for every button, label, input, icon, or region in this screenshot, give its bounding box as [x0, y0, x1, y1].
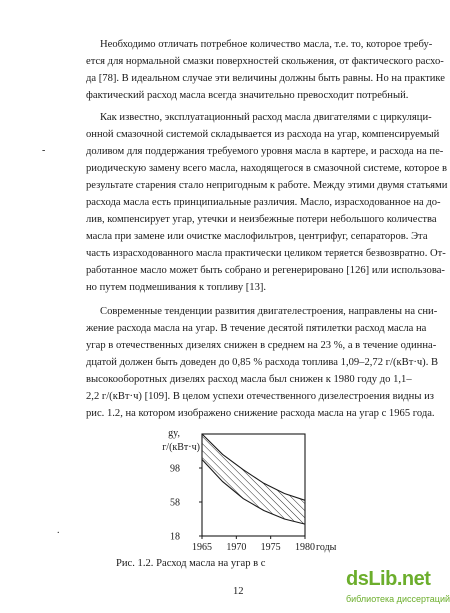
text-line: онной смазочной системой складывается из расхода на угар, компенсируемый: [86, 129, 440, 140]
text-line: рис. 1.2, на котором изображено снижение расхода масла на угар с 1965 года.: [86, 408, 435, 419]
watermark-subtitle: библиотека диссертаций: [346, 594, 450, 604]
text-line: ется для нормальной смазки поверхностей скольжения, от фактического расхо-: [86, 56, 444, 67]
text-line: расхода масла есть принципиальные различия. Масло, израсходованное на до-: [86, 197, 441, 208]
margin-mark: .: [57, 525, 60, 536]
figure-caption: Рис. 1.2. Расход масла на угар в с: [116, 558, 266, 569]
text-line: часть израсходованного масла практически целиком теряется безвозвратно. От-: [86, 248, 446, 259]
text-line: дцатой должен быть доведен до 0,85 % расхода топлива 1,09–2,72 г/(кВт·ч). В: [86, 357, 439, 368]
page-number: 12: [233, 586, 244, 597]
text-line: 2,2 г/(кВт·ч) [109]. В целом успехи отечественного дизелестроения видны из: [86, 391, 434, 402]
y-tick-label: 18: [170, 531, 180, 543]
text-line: риодическую замену всего масла, находящегося в смазочной системе, которое в: [86, 163, 448, 174]
x-tick-label: 1970: [226, 542, 247, 553]
hatched-band-area: [202, 434, 305, 524]
y-tick-label: 58: [170, 497, 180, 509]
text-line: но путем подмешивания к топливу [13].: [86, 282, 267, 293]
text-line: Современные тенденции развития двигателестроения, направлены на сни-: [100, 306, 438, 317]
text-line: жение расхода масла на угар. В течение десятой пятилетки расход масла на: [86, 323, 427, 334]
text-line: работанное масло может быть собрано и регенерировано [126] или использова-: [86, 265, 445, 276]
text-line: лив, компенсирует угар, утечки и неизбежные потери небольшого количества: [86, 214, 437, 225]
x-tick-label: 1975: [260, 542, 281, 553]
text-line: результате старения стало непригодным к работе. Между этими двумя статьями: [86, 180, 448, 191]
x-axis-suffix: годы: [316, 542, 337, 553]
text-line: угар в отечественных дизелях снижен в среднем на 23 %, а в течение одинна-: [86, 340, 437, 351]
text-line: доливом для поддержания требуемого уровня масла в картере, и расхода на пе-: [86, 146, 444, 157]
oil-consumption-chart: [140, 424, 360, 554]
text-line: высокооборотных дизелях расход масла был снижен к 1980 году до 1,1–: [86, 374, 412, 385]
y-tick-label: 98: [170, 463, 180, 475]
text-line: масла при замене или очистке маслофильтров, центрифуг, сепараторов. Эта: [86, 231, 428, 242]
text-line: фактический расход масла всегда значительно превосходит потребный.: [86, 90, 409, 101]
text-line: Необходимо отличать потребное количество масла, т.е. то, которое требу-: [100, 39, 433, 50]
watermark: [346, 568, 450, 613]
x-tick-label: 1965: [192, 542, 212, 553]
watermark-logo: dsLib.net: [346, 568, 431, 590]
x-tick-label: 1980: [295, 542, 315, 553]
y-axis-unit: г/(кВт·ч): [162, 442, 200, 453]
y-axis-symbol: gy,: [168, 428, 180, 439]
text-line: да [78]. В идеальном случае эти величины должны быть равны. Но на практике: [86, 73, 445, 84]
margin-mark: -: [42, 145, 46, 156]
text-line: Как известно, эксплуатационный расход масла двигателями с циркуляци-: [100, 112, 432, 123]
